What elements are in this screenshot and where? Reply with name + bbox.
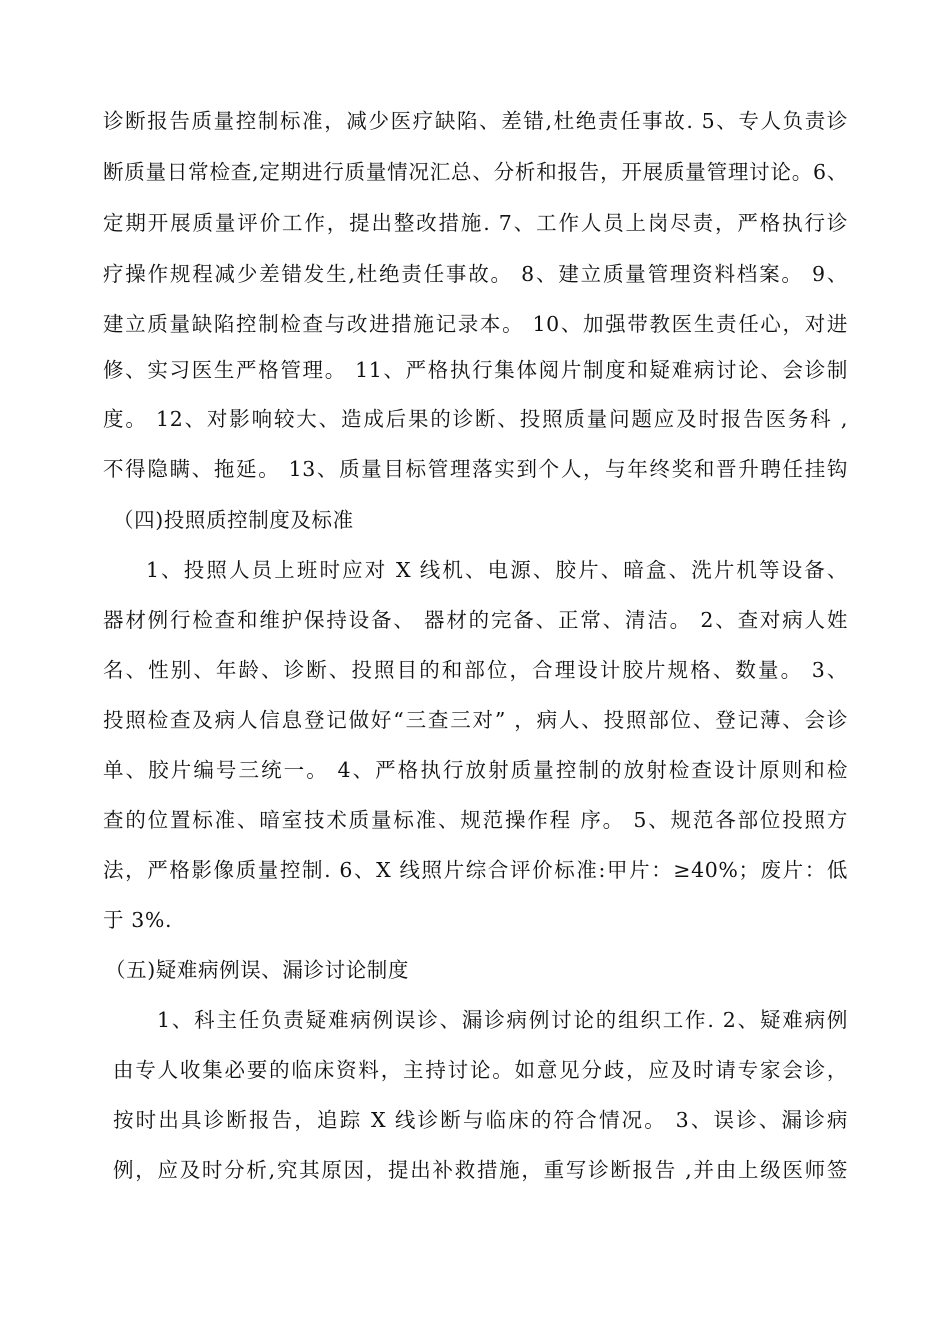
paragraph-line: 例，应及时分析,究其原因，提出补救措施，重写诊断报告 ,并由上级医师签: [113, 1158, 848, 1182]
paragraph-line: 器材例行检查和维护保持设备、 器材的完备、正常、清洁。 2、查对病人姓: [103, 608, 848, 632]
paragraph-line: 断质量日常检查,定期进行质量情况汇总、分析和报告，开展质量管理讨论。6、: [103, 160, 848, 184]
paragraph-line: 修、实习医生严格管理。 11、严格执行集体阅片制度和疑难病讨论、会诊制: [103, 358, 848, 382]
paragraph-line: 定期开展质量评价工作，提出整改措施. 7、工作人员上岗尽责，严格执行诊: [103, 211, 848, 235]
paragraph-line: 1、投照人员上班时应对 X 线机、电源、胶片、暗盒、洗片机等设备、: [146, 558, 848, 582]
paragraph-line: 不得隐瞒、拖延。 13、质量目标管理落实到个人，与年终奖和晋升聘任挂钩: [103, 457, 848, 481]
paragraph-line: 度。 12、对影响较大、造成后果的诊断、投照质量问题应及时报告医务科 ,: [103, 407, 848, 431]
paragraph-line: 单、胶片编号三统一。 4、严格执行放射质量控制的放射检查设计原则和检: [103, 758, 848, 782]
paragraph-line: 诊断报告质量控制标准，减少医疗缺陷、差错,杜绝责任事故. 5、专人负责诊: [103, 109, 848, 133]
paragraph-line: 按时出具诊断报告，追踪 X 线诊断与临床的符合情况。 3、误诊、漏诊病: [113, 1108, 848, 1132]
paragraph-line: 法，严格影像质量控制. 6、X 线照片综合评价标准:甲片：≥40%；废片：低: [103, 858, 848, 882]
section-four-heading: （四)投照质控制度及标准: [113, 508, 354, 532]
paragraph-line: 1、科主任负责疑难病例误诊、漏诊病例讨论的组织工作. 2、疑难病例: [157, 1008, 848, 1032]
paragraph-line: 由专人收集必要的临床资料，主持讨论。如意见分歧，应及时请专家会诊，: [113, 1058, 848, 1082]
paragraph-line: 于 3%.: [103, 908, 173, 932]
paragraph-line: 建立质量缺陷控制检查与改进措施记录本。 10、加强带教医生责任心，对进: [103, 312, 848, 336]
paragraph-line: 投照检查及病人信息登记做好“三查三对” ，病人、投照部位、登记薄、会诊: [103, 708, 848, 732]
section-five-heading: （五)疑难病例误、漏诊讨论制度: [105, 958, 409, 982]
paragraph-line: 查的位置标准、暗室技术质量标准、规范操作程 序。 5、规范各部位投照方: [103, 808, 848, 832]
paragraph-line: 名、性别、年龄、诊断、投照目的和部位，合理设计胶片规格、数量。 3、: [103, 658, 848, 682]
paragraph-line: 疗操作规程减少差错发生,杜绝责任事故。 8、建立质量管理资料档案。 9、: [103, 262, 848, 286]
